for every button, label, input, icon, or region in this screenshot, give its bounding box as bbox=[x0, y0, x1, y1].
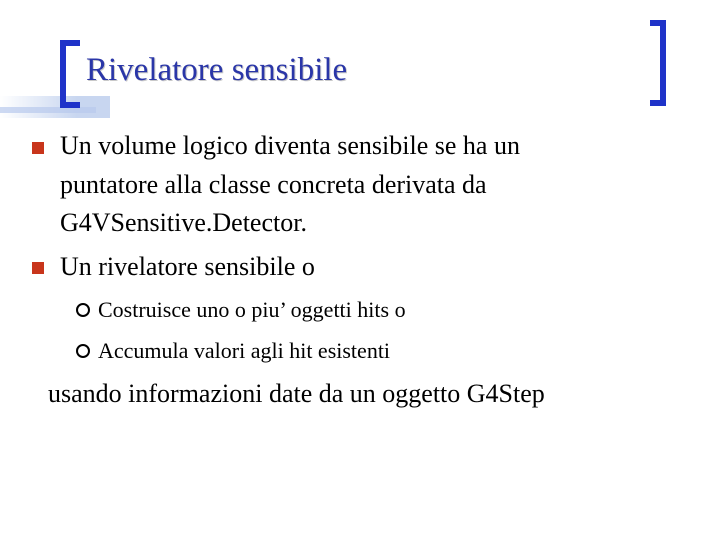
right-bracket bbox=[660, 20, 666, 106]
left-bracket-top bbox=[60, 40, 80, 46]
sub-bullet-ring-icon bbox=[76, 303, 90, 317]
slide-title: Rivelatore sensibile bbox=[86, 52, 348, 88]
trailing-text: usando informazioni date da un oggetto G4Step bbox=[48, 379, 545, 408]
right-bracket-bottom bbox=[650, 100, 666, 106]
title-accent-line bbox=[0, 107, 96, 113]
bullet-1-line-3: G4VSensitive.Detector. bbox=[60, 208, 307, 237]
bullet-square-icon bbox=[32, 142, 44, 154]
bullet-2-line-1: Un rivelatore sensibile o bbox=[60, 252, 315, 281]
left-bracket-bottom bbox=[60, 102, 80, 108]
bullet-1-line-2: puntatore alla classe concreta derivata da bbox=[60, 170, 487, 199]
bullet-square-icon bbox=[32, 262, 44, 274]
left-bracket bbox=[60, 40, 66, 108]
sub-bullet-1: Costruisce uno o piu’ oggetti hits o bbox=[98, 297, 406, 322]
sub-bullet-2: Accumula valori agli hit esistenti bbox=[98, 338, 391, 363]
bullet-1-line-1: Un volume logico diventa sensibile se ha un bbox=[60, 131, 520, 160]
sub-bullet-ring-icon bbox=[76, 344, 90, 358]
right-bracket-top bbox=[650, 20, 666, 26]
